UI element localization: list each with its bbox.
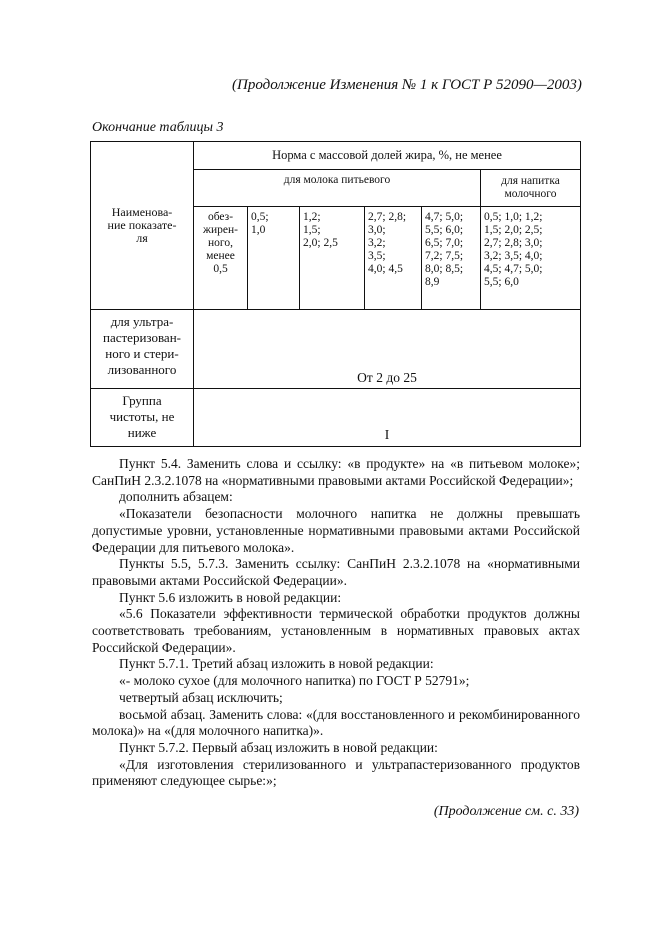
paragraph: «5.6 Показатели эффективности термической обработки продуктов должны соответствовать требованиям, установленным в нормативных правовых актах Российской Федерации». (92, 606, 580, 655)
norms-table (90, 141, 581, 447)
table-caption: Окончание таблицы 3 (92, 120, 224, 135)
paragraph: восьмой абзац. Заменить слова: «(для восстановленного и рекомбинированного молока)» на «(для молочного напитка)». (92, 706, 580, 739)
row-label-uht: для ультра- пастеризован- ного и стери- лизованного (91, 310, 194, 389)
drink-values: 0,5; 1,0; 1,2; 1,5; 2,0; 2,5; 2,7; 2,8; 3,0; 3,2; 3,5; 4,0; 4,5; 4,7; 5,0; 5,5; 6,0 (481, 207, 581, 310)
drinking-milk-header: для молока питьевого (194, 170, 481, 207)
milk-value-group-3: 2,7; 2,8; 3,0; 3,2; 3,5; 4,0; 4,5 (365, 207, 422, 310)
paragraph: четвертый абзац исключить; (119, 689, 283, 705)
paragraph: Пункт 5.7.2. Первый абзац изложить в новой редакции: (119, 739, 438, 755)
milk-drink-header: для напитка молочного (481, 170, 581, 207)
paragraph: Пункты 5.5, 5.7.3. Заменить ссылку: СанПиН 2.3.2.1078 на «нормативными правовыми актами Российской Федерации». (92, 556, 580, 588)
paragraph: Пункт 5.7.1. Третий абзац изложить в новой редакции: (119, 656, 434, 672)
body-text (92, 456, 580, 790)
milk-value-group-2: 1,2; 1,5; 2,0; 2,5 (300, 207, 365, 310)
milk-value-group-4: 4,7; 5,0; 5,5; 6,0; 6,5; 7,0; 7,2; 7,5; 8,0; 8,5; 8,9 (422, 207, 481, 310)
fat-norm-header: Норма с массовой долей жира, %, не менее (194, 142, 581, 170)
row-value-purity: I (194, 389, 581, 447)
paragraph: Пункт 5.4. Заменить слова и ссылку: «в продукте» на «в питьевом молоке»; СанПиН 2.3.2.1078 на «нормативными правовыми актами Российской Федерации»; (92, 456, 580, 488)
indicator-name-header: Наименова- ние показате- ля (91, 142, 194, 310)
paragraph: Пункт 5.6 изложить в новой редакции: (119, 589, 342, 605)
milk-value-group-1: 0,5; 1,0 (248, 207, 300, 310)
paragraph: «Показатели безопасности молочного напитка не должны превышать допустимые уровни, установленные нормативными правовыми актами Российской Федерации для питьевого молока». (92, 506, 580, 555)
paragraph: «Для изготовления стерилизованного и ультрапастеризованного продуктов применяют следующее сырье:»; (92, 756, 580, 789)
page-header: (Продолжение Изменения № 1 к ГОСТ Р 52090—2003) (232, 77, 582, 93)
row-value-uht: От 2 до 25 (194, 310, 581, 389)
row-label-purity: Группа чистоты, не ниже (91, 389, 194, 447)
paragraph: «- молоко сухое (для молочного напитка) по ГОСТ Р 52791»; (119, 673, 470, 689)
milk-value-skim: обез- жирен- ного, менее 0,5 (194, 207, 248, 310)
page-footer: (Продолжение см. с. 33) (433, 804, 579, 819)
paragraph: дополнить абзацем: (119, 489, 233, 505)
